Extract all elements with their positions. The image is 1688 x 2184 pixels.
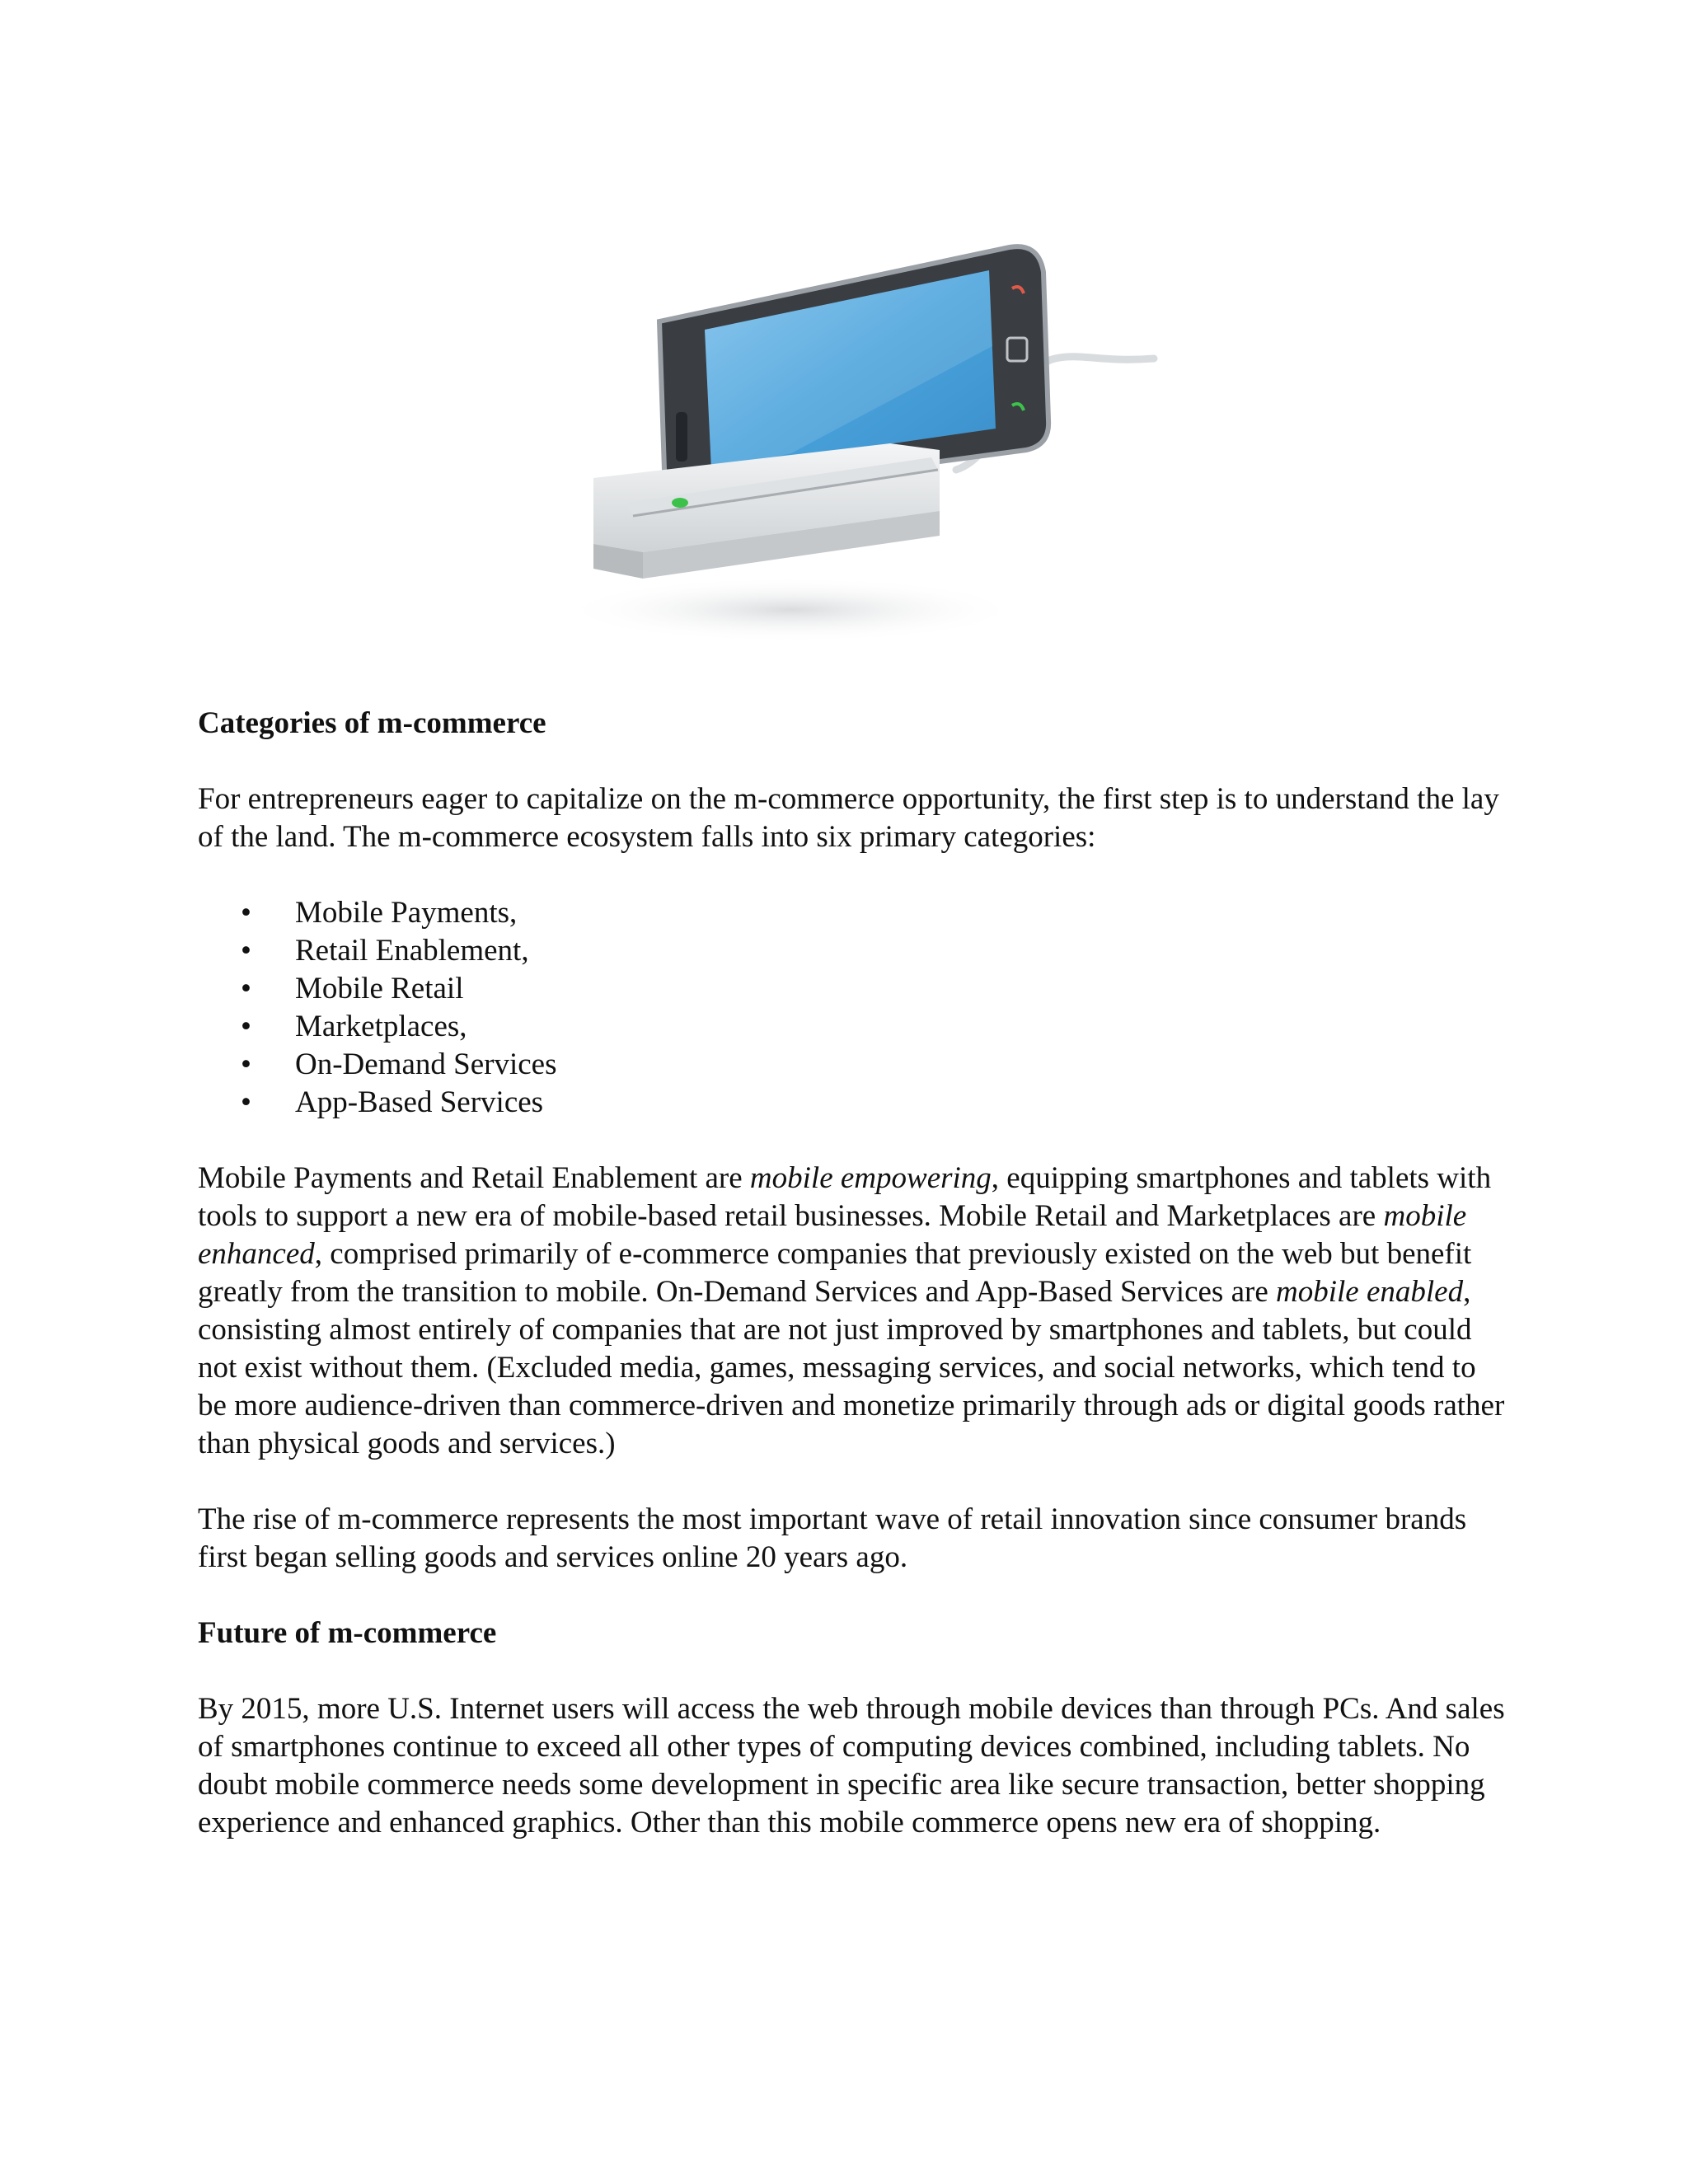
heading-future: Future of m-commerce: [198, 1616, 497, 1650]
heading-categories: Categories of m-commerce: [198, 706, 546, 740]
bullet-icon: •: [241, 972, 251, 1005]
list-item: • On-Demand Services: [198, 1046, 1508, 1084]
status-led: [672, 498, 688, 508]
categories-description-paragraph: Mobile Payments and Retail Enablement are mobile empowering, equipping smartphones and tablets with tools to support a new era of mobile-based retail businesses. Mobile Retail and Marketplaces are mobile enhanced, comprised primarily of e-commerce companies that previously existed on the web but benefit greatly from the transition to mobile. On-Demand Services and App-Based Services are mobile enabled, consisting almost entirely of companies that are not just improved by smartphones and tablets, but could not exist without them. (Excluded media, games, messaging services, and social networks, which tend to be more audience-driven than commerce-driven and monetize primarily through ads or digital goods rather than physical goods and services.): [198, 1161, 1505, 1460]
list-item: • Mobile Retail: [198, 970, 1508, 1008]
bullet-icon: •: [241, 1010, 251, 1043]
bullet-icon: •: [241, 896, 251, 930]
list-item: • App-Based Services: [198, 1084, 1508, 1122]
speaker-grille: [676, 412, 687, 462]
rise-paragraph: The rise of m-commerce represents the most important wave of retail innovation since consumer brands first began selling goods and services online 20 years ago.: [198, 1502, 1467, 1574]
bullet-icon: •: [241, 1085, 251, 1119]
intro-paragraph: For entrepreneurs eager to capitalize on the m-commerce opportunity, the first step is to understand the lay of the land. The m-commerce ecosystem falls into six primary categories:: [198, 782, 1499, 854]
phone-dock-illustration: [544, 223, 1170, 684]
list-item: • Marketplaces,: [198, 1008, 1508, 1046]
bullet-icon: •: [241, 1047, 251, 1081]
bullet-icon: •: [241, 934, 251, 968]
future-paragraph: By 2015, more U.S. Internet users will access the web through mobile devices than through PCs. And sales of smartphones continue to exceed all other types of computing devices combined, including tablets. No doubt mobile commerce needs some development in specific area like secure transaction, better shopping experience and enhanced graphics. Other than this mobile commerce opens new era of shopping.: [198, 1692, 1505, 1840]
list-item: • Mobile Payments,: [198, 894, 1508, 932]
article: [198, 705, 1508, 1842]
shadow: [560, 577, 1022, 643]
categories-list: [198, 894, 1508, 1122]
phone-dock-image: [544, 223, 1170, 684]
list-item: • Retail Enablement,: [198, 932, 1508, 970]
